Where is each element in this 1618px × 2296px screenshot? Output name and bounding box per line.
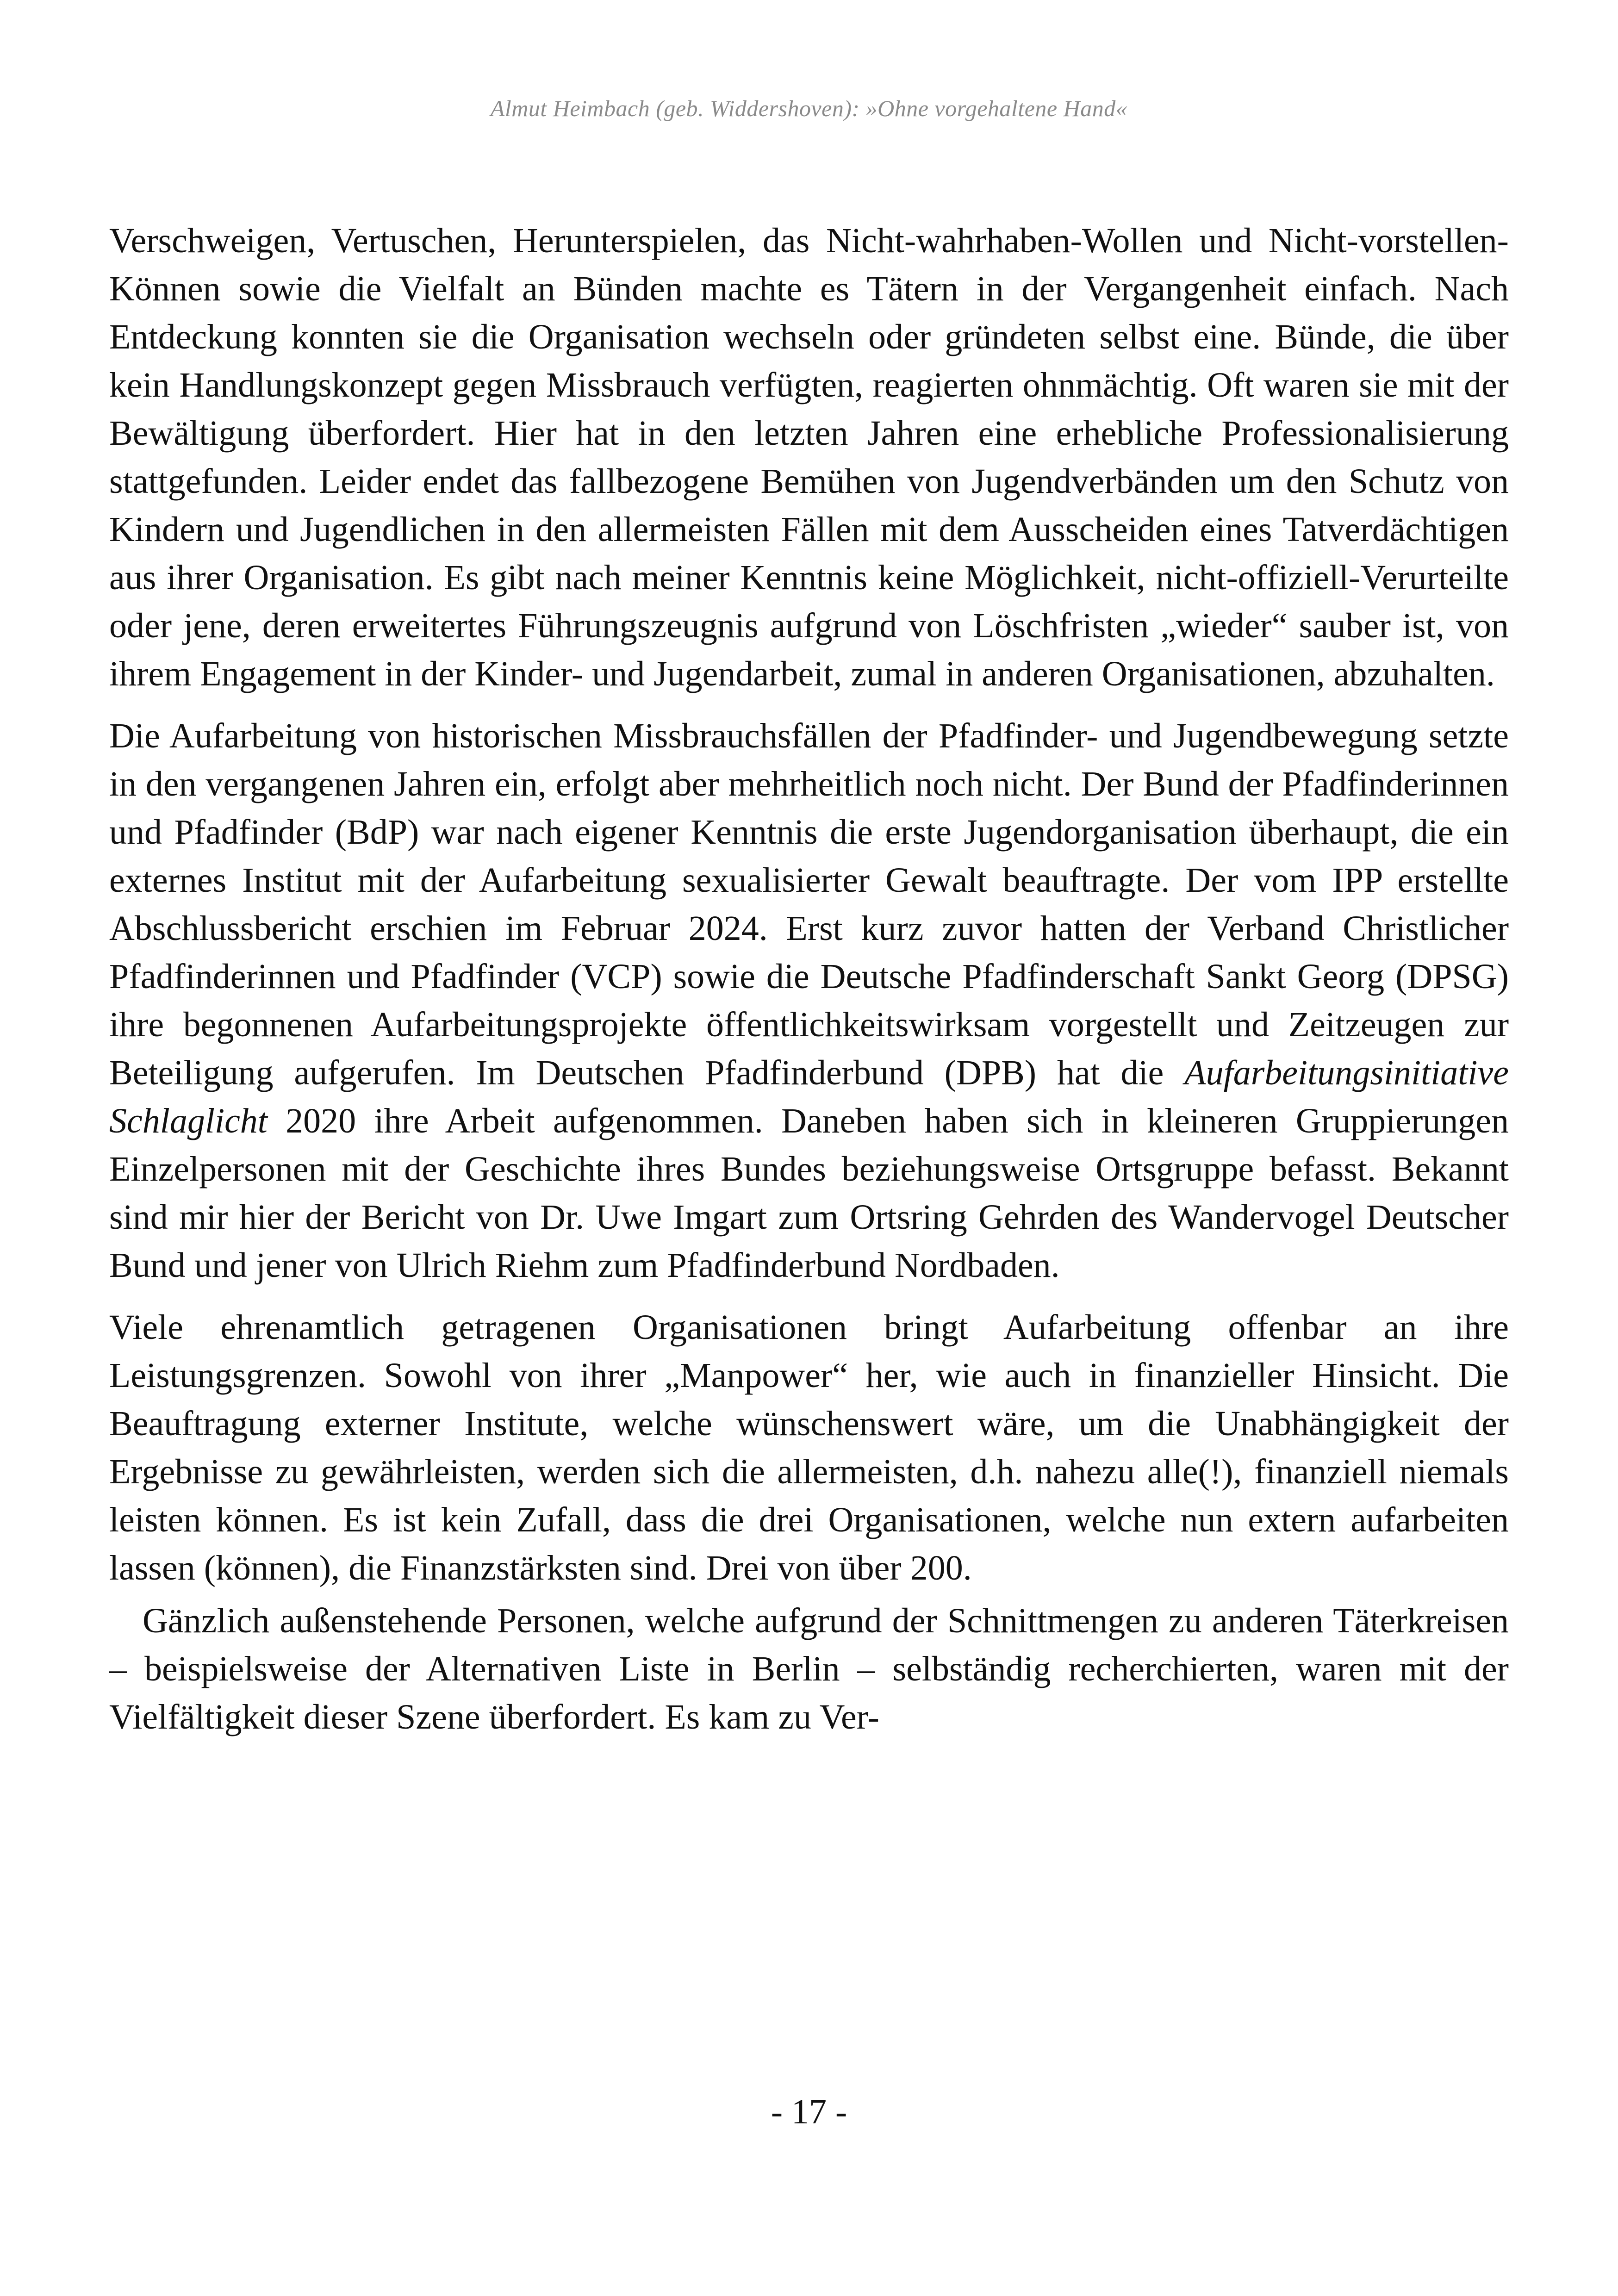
body-text bbox=[109, 217, 1509, 1741]
paragraph-2-text-after: 2020 ihre Arbeit aufgenommen. Daneben haben sich in kleineren Gruppierungen Einzelpersonen mit der Geschichte ihres Bundes beziehungsweise Ortsgruppe befasst. Bekannt sind mir hier der Bericht von Dr. Uwe Imgart zum Ortsring Gehrden des Wandervogel Deutscher Bund und jener von Ulrich Riehm zum Pfadfinderbund Nordbaden. bbox=[109, 1101, 1509, 1285]
running-header: Almut Heimbach (geb. Widdershoven): »Ohne vorgehaltene Hand« bbox=[490, 95, 1128, 121]
paragraph-2-text-before: Die Aufarbeitung von historischen Missbrauchsfällen der Pfadfinder- und Jugendbewegung setzte in den vergangenen Jahren ein, erfolgt aber mehrheitlich noch nicht. Der Bund der Pfadfinderinnen und Pfadfinder (BdP) war nach eigener Kenntnis die erste Jugendorganisation überhaupt, die ein externes Institut mit der Aufarbeitung sexualisierter Gewalt beauftragte. Der vom IPP erstellte Abschlussbericht erschien im Februar 2024. Erst kurz zuvor hatten der Verband Christlicher Pfadfinderinnen und Pfadfinder (VCP) sowie die Deutsche Pfadfinderschaft Sankt Georg (DPSG) ihre begonnenen Aufarbeitungsprojekte öffentlichkeitswirksam vorgestellt und Zeitzeugen zur Beteiligung aufgerufen. Im Deutschen Pfadfinderbund (DPB) hat die bbox=[109, 716, 1509, 1092]
paragraph-2 bbox=[109, 712, 1509, 1289]
paragraph-1: Verschweigen, Vertuschen, Herunterspielen, das Nicht-wahrhaben-Wollen und Nicht-vorstellen-Können sowie die Vielfalt an Bünden machte es Tätern in der Vergangenheit einfach. Nach Entdeckung konnten sie die Organisation wechseln oder gründeten selbst eine. Bünde, die über kein Handlungskonzept gegen Missbrauch verfügten, reagierten ohnmächtig. Oft waren sie mit der Bewältigung überfordert. Hier hat in den letzten Jahren eine erhebliche Professionalisierung stattgefunden. Leider endet das fallbezogene Bemühen von Jugendverbänden um den Schutz von Kindern und Jugendlichen in den allermeisten Fällen mit dem Ausscheiden eines Tatverdächtigen aus ihrer Organisation. Es gibt nach meiner Kenntnis keine Möglichkeit, nicht-offiziell-Verurteilte oder jene, deren erweitertes Führungszeugnis aufgrund von Löschfristen „wieder“ sauber ist, von ihrem Engagement in der Kinder- und Jugendarbeit, zumal in anderen Organisationen, abzuhalten. bbox=[109, 221, 1509, 693]
emphasized-project-name: Aufarbeitungsinitiative Schlaglicht bbox=[109, 1053, 1509, 1140]
page-number: - 17 - bbox=[771, 2092, 847, 2131]
paragraph-3: Viele ehrenamtlich getragenen Organisationen bringt Aufarbeitung offenbar an ihre Leistungsgrenzen. Sowohl von ihrer „Manpower“ her, wie auch in finanzieller Hinsicht. Die Beauftragung externer Institute, welche wünschenswert wäre, um die Unabhängigkeit der Ergebnisse zu gewährleisten, werden sich die allermeisten, d.h. nahezu alle(!), finanziell niemals leisten können. Es ist kein Zufall, dass die drei Organisationen, welche nun extern aufarbeiten lassen (können), die Finanzstärksten sind. Drei von über 200. bbox=[109, 1308, 1509, 1587]
paragraph-4: Gänzlich außenstehende Personen, welche aufgrund der Schnittmengen zu anderen Täterkreisen – beispielsweise der Alternativen Liste in Berlin – selbständig recherchierten, waren mit der Vielfältigkeit dieser Szene überfordert. Es kam zu Ver- bbox=[109, 1601, 1509, 1736]
